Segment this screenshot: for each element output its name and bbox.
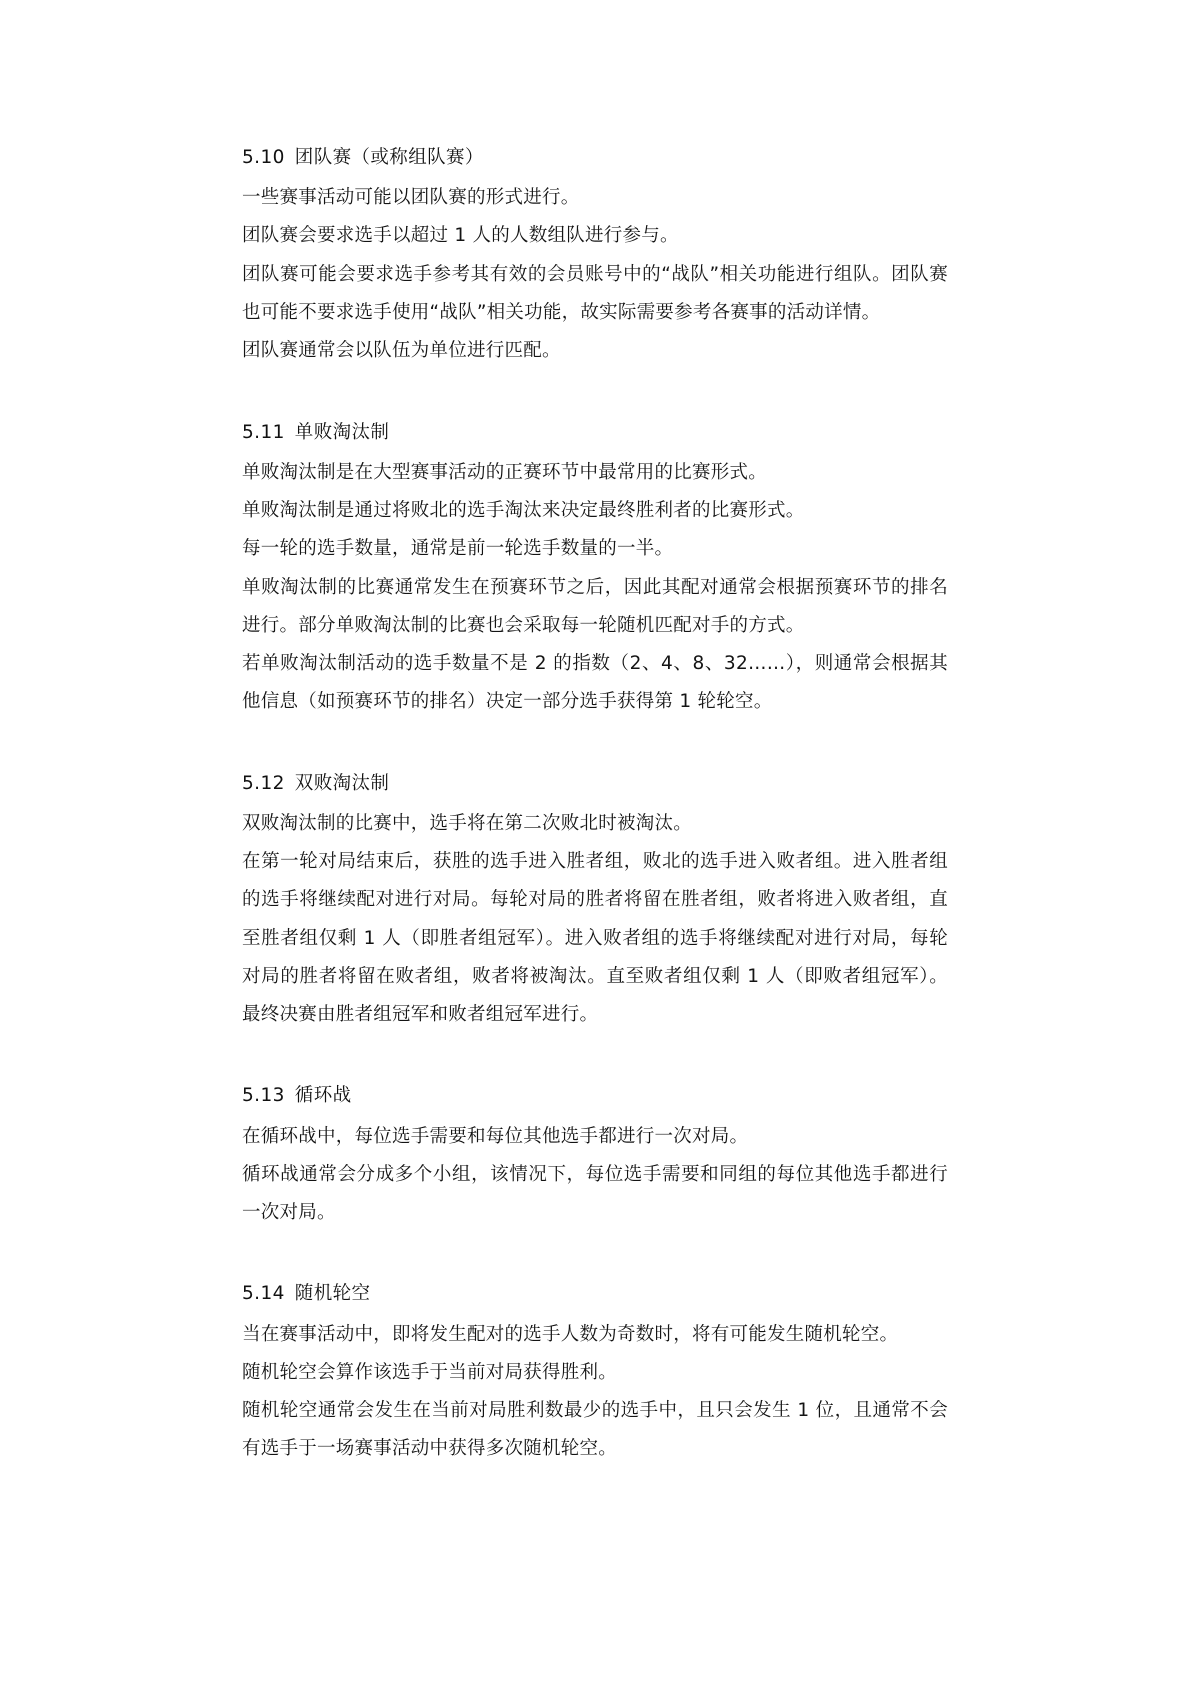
section-paragraph: 团队赛可能会要求选手参考其有效的会员账号中的“战队”相关功能进行组队。团队赛也可能不要求选手使用“战队”相关功能，故实际需要参考各赛事的活动详情。 xyxy=(242,263,948,323)
section-paragraph: 在第一轮对局结束后，获胜的选手进入胜者组，败北的选手进入败者组。进入胜者组的选手将继续配对进行对局。每轮对局的胜者将留在胜者组，败者将进入败者组，直至胜者组仅剩 1 人（即胜者组冠军）。进入败者组的选手将继续配对进行对局，每轮对局的胜者将留在败者组，败者将被淘汰。直至败者组仅剩 1 人（即败者组冠军）。最终决赛由胜者组冠军和败者组冠军进行。 xyxy=(242,851,948,1026)
section-heading xyxy=(242,1276,948,1311)
section-paragraph: 单败淘汰制的比赛通常发生在预赛环节之后，因此其配对通常会根据预赛环节的排名进行。部分单败淘汰制的比赛也会采取每一轮随机匹配对手的方式。 xyxy=(242,576,948,636)
section-number: 5.11 xyxy=(242,421,285,443)
section-heading xyxy=(242,1078,948,1113)
section-heading xyxy=(242,415,948,450)
section-paragraph: 一些赛事活动可能以团队赛的形式进行。 xyxy=(242,187,580,209)
document-section xyxy=(242,1276,948,1468)
section-paragraph: 单败淘汰制是通过将败北的选手淘汰来决定最终胜利者的比赛形式。 xyxy=(242,499,805,521)
section-title: 单败淘汰制 xyxy=(294,421,390,443)
section-paragraph: 随机轮空通常会发生在当前对局胜利数最少的选手中，且只会发生 1 位，且通常不会有选手于一场赛事活动中获得多次随机轮空。 xyxy=(242,1400,948,1460)
section-paragraph: 循环战通常会分成多个小组，该情况下，每位选手需要和同组的每位其他选手都进行一次对局。 xyxy=(242,1163,948,1224)
document-section xyxy=(242,1078,948,1232)
section-paragraph: 若单败淘汰制活动的选手数量不是 2 的指数（2、4、8、32……），则通常会根据其他信息（如预赛环节的排名）决定一部分选手获得第 1 轮轮空。 xyxy=(242,653,948,713)
document-section xyxy=(242,415,948,722)
section-paragraph: 团队赛会要求选手以超过 1 人的人数组队进行参与。 xyxy=(242,225,679,247)
section-title: 循环战 xyxy=(294,1085,352,1107)
section-number: 5.10 xyxy=(242,147,285,168)
section-number: 5.14 xyxy=(242,1283,285,1305)
section-title: 团队赛（或称组队赛） xyxy=(294,147,484,168)
document-body xyxy=(242,140,948,1469)
section-title: 随机轮空 xyxy=(294,1283,371,1305)
section-heading xyxy=(242,766,948,801)
document-section xyxy=(242,766,948,1035)
section-paragraph: 双败淘汰制的比赛中，选手将在第二次败北时被淘汰。 xyxy=(242,812,693,834)
section-heading xyxy=(242,140,948,175)
section-number: 5.13 xyxy=(242,1085,285,1107)
section-paragraph: 在循环战中，每位选手需要和每位其他选手都进行一次对局。 xyxy=(242,1125,749,1147)
section-title: 双败淘汰制 xyxy=(294,772,390,794)
section-paragraph: 团队赛通常会以队伍为单位进行匹配。 xyxy=(242,340,561,362)
section-paragraph: 每一轮的选手数量，通常是前一轮选手数量的一半。 xyxy=(242,538,674,560)
section-number: 5.12 xyxy=(242,772,285,794)
section-paragraph: 当在赛事活动中，即将发生配对的选手人数为奇数时，将有可能发生随机轮空。 xyxy=(242,1323,899,1345)
document-section xyxy=(242,140,948,371)
section-paragraph: 随机轮空会算作该选手于当前对局获得胜利。 xyxy=(242,1361,618,1383)
section-paragraph: 单败淘汰制是在大型赛事活动的正赛环节中最常用的比赛形式。 xyxy=(242,461,768,483)
